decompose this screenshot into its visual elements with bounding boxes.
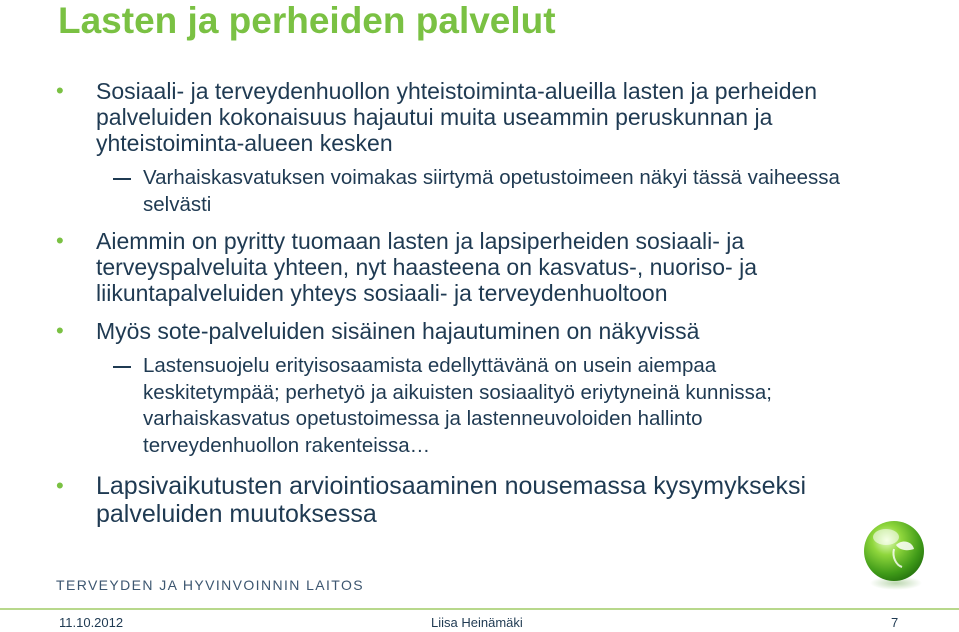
- slide-footer: [0, 608, 959, 632]
- bullet-3: • Myös sote-palveluiden sisäinen hajautuminen on näkyvissä: [96, 318, 841, 344]
- organization-logo-text: TERVEYDEN JA HYVINVOINNIN LAITOS: [56, 577, 365, 593]
- bullet-1: • Sosiaali- ja terveydenhuollon yhteistoiminta-alueilla lasten ja perheiden palveluiden kokonaisuus hajautui muita useammin peruskunnan ja yhteistoiminta-alueen kesken: [96, 78, 841, 156]
- green-orb-icon: [858, 515, 930, 593]
- footer-author: Liisa Heinämäki: [431, 615, 523, 630]
- bullet-1-sub-1: Varhaiskasvatuksen voimakas siirtymä opetustoimeen näkyi tässä vaiheessa selvästi: [143, 165, 863, 218]
- footer-page-number: 7: [891, 615, 899, 630]
- slide-content: [0, 72, 959, 528]
- bullet-3-sub-1: Lastensuojelu erityisosaamista edellyttävänä on usein aiempaa keskitetympää; perhetyö ja aikuisten sosiaalityö eriytyneinä kunnissa; varhaiskasvatus opetustoimessa ja lastenneuvoloiden hallinto terveydenhuollon rakenteissa…: [143, 353, 858, 459]
- bullet-2: • Aiemmin on pyritty tuomaan lasten ja lapsiperheiden sosiaali- ja terveyspalveluita yhteen, nyt haasteena on kasvatus-, nuoriso- ja liikuntapalveluiden yhteys sosiaali- ja terveydenhuoltoon: [96, 228, 841, 306]
- slide-title: Lasten ja perheiden palvelut: [58, 0, 556, 41]
- bullet-4: • Lapsivaikutusten arviointiosaaminen nousemassa kysymykseksi palveluiden muutoksessa: [96, 472, 886, 528]
- footer-date: 11.10.2012: [59, 615, 124, 630]
